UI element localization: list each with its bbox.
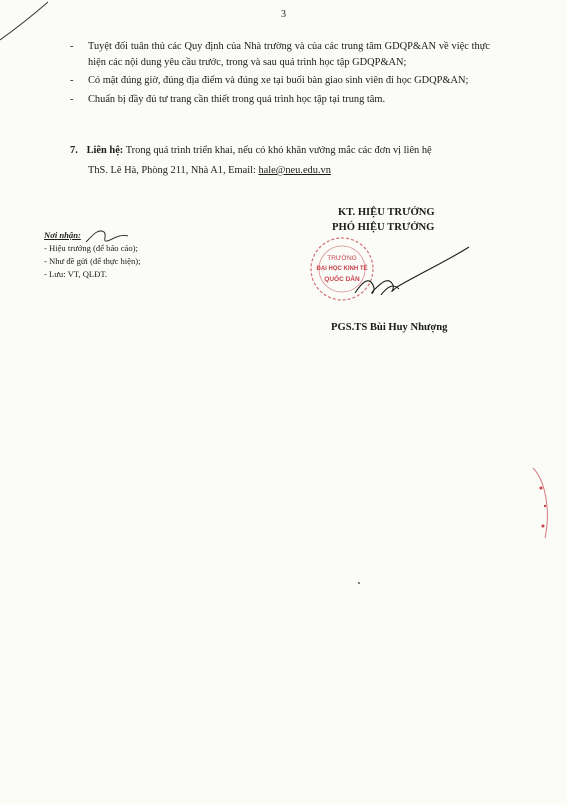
contact-person: ThS. Lê Hà, Phòng 211, Nhà A1, Email:: [88, 165, 259, 176]
list-item-text: Chuẩn bị đầy đủ tư trang cần thiết trong quá trình học tập tại trung tâm.: [88, 93, 386, 105]
recipient-line: - Như đề gửi (để thực hiện);: [44, 256, 141, 266]
signature-role: KT. HIỆU TRƯỞNG: [338, 207, 435, 218]
initials-mark-icon: [82, 222, 132, 252]
signer-name: PGS.TS Bùi Huy Nhượng: [331, 322, 448, 333]
bullet-dash: -: [70, 41, 74, 52]
speck-mark: [358, 582, 360, 584]
requirements-list: [70, 39, 490, 107]
seal-line1: TRƯỜNG: [327, 255, 357, 262]
list-item-text: Có mặt đúng giờ, đúng địa điểm và đúng xe tại buổi bàn giao sinh viên đi học GDQP&AN;: [88, 75, 469, 87]
bullet-dash: -: [70, 75, 74, 87]
section-text: Trong quá trình triển khai, nếu có khó khăn vướng mắc các đơn vị liên hệ: [125, 145, 432, 156]
official-seal-icon: [297, 237, 477, 317]
contact-line: [88, 165, 331, 176]
corner-line-mark: [0, 0, 60, 45]
recipient-line: - Hiệu trưởng (để báo cáo);: [44, 243, 138, 253]
list-item: [70, 39, 490, 70]
signature-subrole: PHÓ HIỆU TRƯỞNG: [332, 222, 435, 233]
bullet-dash: -: [70, 93, 74, 105]
recipients-title: Nơi nhận:: [44, 230, 81, 240]
seal-line2: ĐẠI HỌC KINH TẾ: [316, 266, 368, 272]
edge-seal-fragment-icon: [505, 460, 555, 560]
list-item: [70, 73, 490, 89]
contact-section: [70, 143, 500, 159]
list-item: [70, 92, 490, 108]
page-number: 3: [281, 9, 286, 20]
section-number: 7.: [70, 145, 78, 156]
section-label: Liên hệ:: [86, 145, 124, 156]
seal-line3: QUỐC DÂN: [324, 276, 360, 283]
recipient-line: - Lưu: VT, QLĐT.: [44, 269, 108, 279]
email-link[interactable]: hale@neu.edu.vn: [258, 165, 331, 176]
list-item-text: Tuyệt đối tuân thủ các Quy định của Nhà trường và của các trung tâm GDQP&AN về việc thực hiện các nội dung yêu cầu trước, trong và sau quá trình học tập GDQP&AN;: [88, 41, 490, 68]
